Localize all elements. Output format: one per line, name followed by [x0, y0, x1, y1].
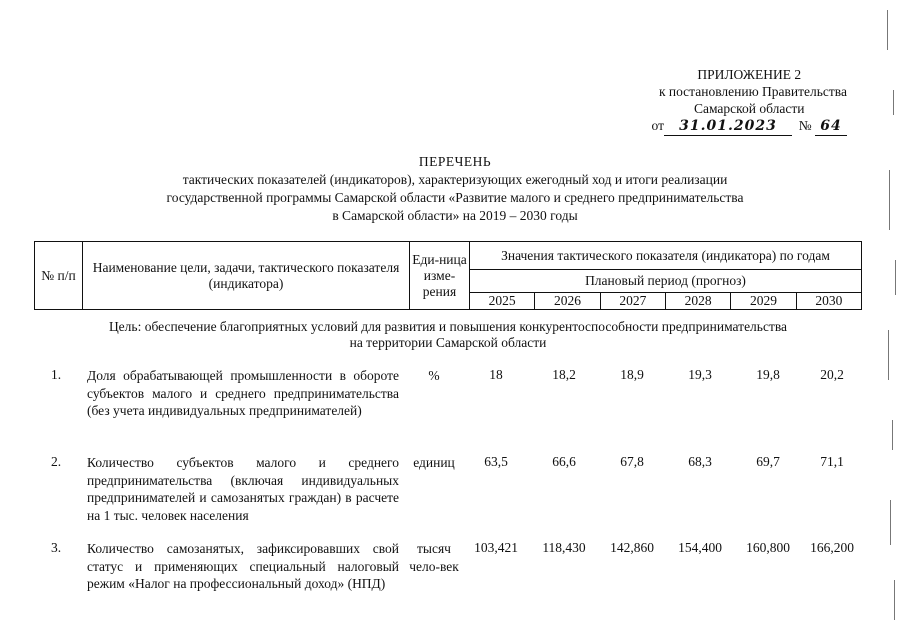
value-2029: 69,7: [756, 454, 780, 469]
value-2027: 67,8: [620, 454, 644, 469]
year-header: 2029: [731, 293, 796, 310]
appendix-line-2: Самарской области: [693, 101, 805, 116]
indicator-unit: тысяч чело-век: [409, 541, 459, 574]
indicator-name: Количество субъектов малого и среднего предпринимательства (включая индивидуальных предпринимателей и самозанятых граждан) в расчете на 1 тыс. человек населения: [87, 455, 399, 523]
year-header: 2027: [600, 293, 665, 310]
year-header: 2026: [535, 293, 600, 310]
appendix-line-1: к постановлению Правительства: [658, 84, 847, 99]
year-header: 2028: [665, 293, 730, 310]
value-2028: 154,400: [678, 540, 722, 555]
document-subtitle-line-1: тактических показателей (индикаторов), характеризующих ежегодный ход и итоги реализации: [182, 172, 728, 187]
date-prefix: от: [651, 118, 664, 133]
document-subtitle-line-3: в Самарской области» на 2019 – 2030 годы: [332, 208, 578, 223]
document-subtitle-line-2: государственной программы Самарской области «Развитие малого и среднего предпринимательства: [166, 190, 744, 205]
goal-line-2: на территории Самарской области: [349, 335, 547, 350]
scan-edge-marks: [879, 0, 905, 640]
appendix-date-line: [652, 117, 848, 136]
column-header-unit: Еди-ница изме-рения: [410, 242, 470, 310]
year-header: 2030: [796, 293, 861, 310]
column-header-name: Наименование цели, задачи, тактического показателя (индикатора): [83, 242, 410, 310]
value-2030: 20,2: [820, 367, 844, 382]
handwritten-date-field: [664, 117, 792, 136]
handwritten-number: 64: [820, 118, 842, 134]
row-number: 1.: [51, 367, 62, 382]
value-2026: 18,2: [552, 367, 576, 382]
row-number: 3.: [51, 540, 62, 555]
value-2025: 103,421: [474, 540, 518, 555]
indicators-table-header: [34, 241, 862, 310]
value-2029: 160,800: [746, 540, 790, 555]
value-2028: 19,3: [688, 367, 712, 382]
value-2027: 18,9: [620, 367, 644, 382]
indicator-unit: единиц: [413, 455, 455, 470]
number-prefix: №: [798, 118, 812, 133]
value-2026: 66,6: [552, 454, 576, 469]
value-2028: 68,3: [688, 454, 712, 469]
year-header: 2025: [470, 293, 535, 310]
document-title-block: [40, 153, 870, 225]
handwritten-date: 31.01.2023: [679, 118, 777, 134]
value-2025: 18: [489, 367, 503, 382]
value-2030: 166,200: [810, 540, 854, 555]
appendix-title: ПРИЛОЖЕНИЕ 2: [697, 67, 802, 82]
value-2025: 63,5: [484, 454, 508, 469]
indicator-name: Доля обрабатывающей промышленности в обороте субъектов малого и среднего предпринимательства (без учета индивидуальных предпринимателей): [87, 368, 399, 418]
goal-row: [34, 319, 862, 351]
indicator-name: Количество самозанятых, зафиксировавших свой статус и применяющих специальный налоговый режим «Налог на профессиональный доход» (НПД): [87, 541, 399, 591]
indicator-unit: %: [428, 368, 440, 383]
appendix-block: [652, 66, 848, 136]
document-title: ПЕРЕЧЕНЬ: [418, 154, 492, 169]
column-header-plan-period: Плановый период (прогноз): [470, 270, 862, 293]
column-header-number: № п/п: [35, 242, 83, 310]
value-2027: 142,860: [610, 540, 654, 555]
value-2029: 19,8: [756, 367, 780, 382]
value-2026: 118,430: [542, 540, 586, 555]
handwritten-number-field: [815, 117, 847, 136]
column-header-values: Значения тактического показателя (индикатора) по годам: [470, 242, 862, 270]
goal-line-1: Цель: обеспечение благоприятных условий для развития и повышения конкурентоспособности предпринимательства: [108, 319, 788, 334]
row-number: 2.: [51, 454, 62, 469]
value-2030: 71,1: [820, 454, 844, 469]
